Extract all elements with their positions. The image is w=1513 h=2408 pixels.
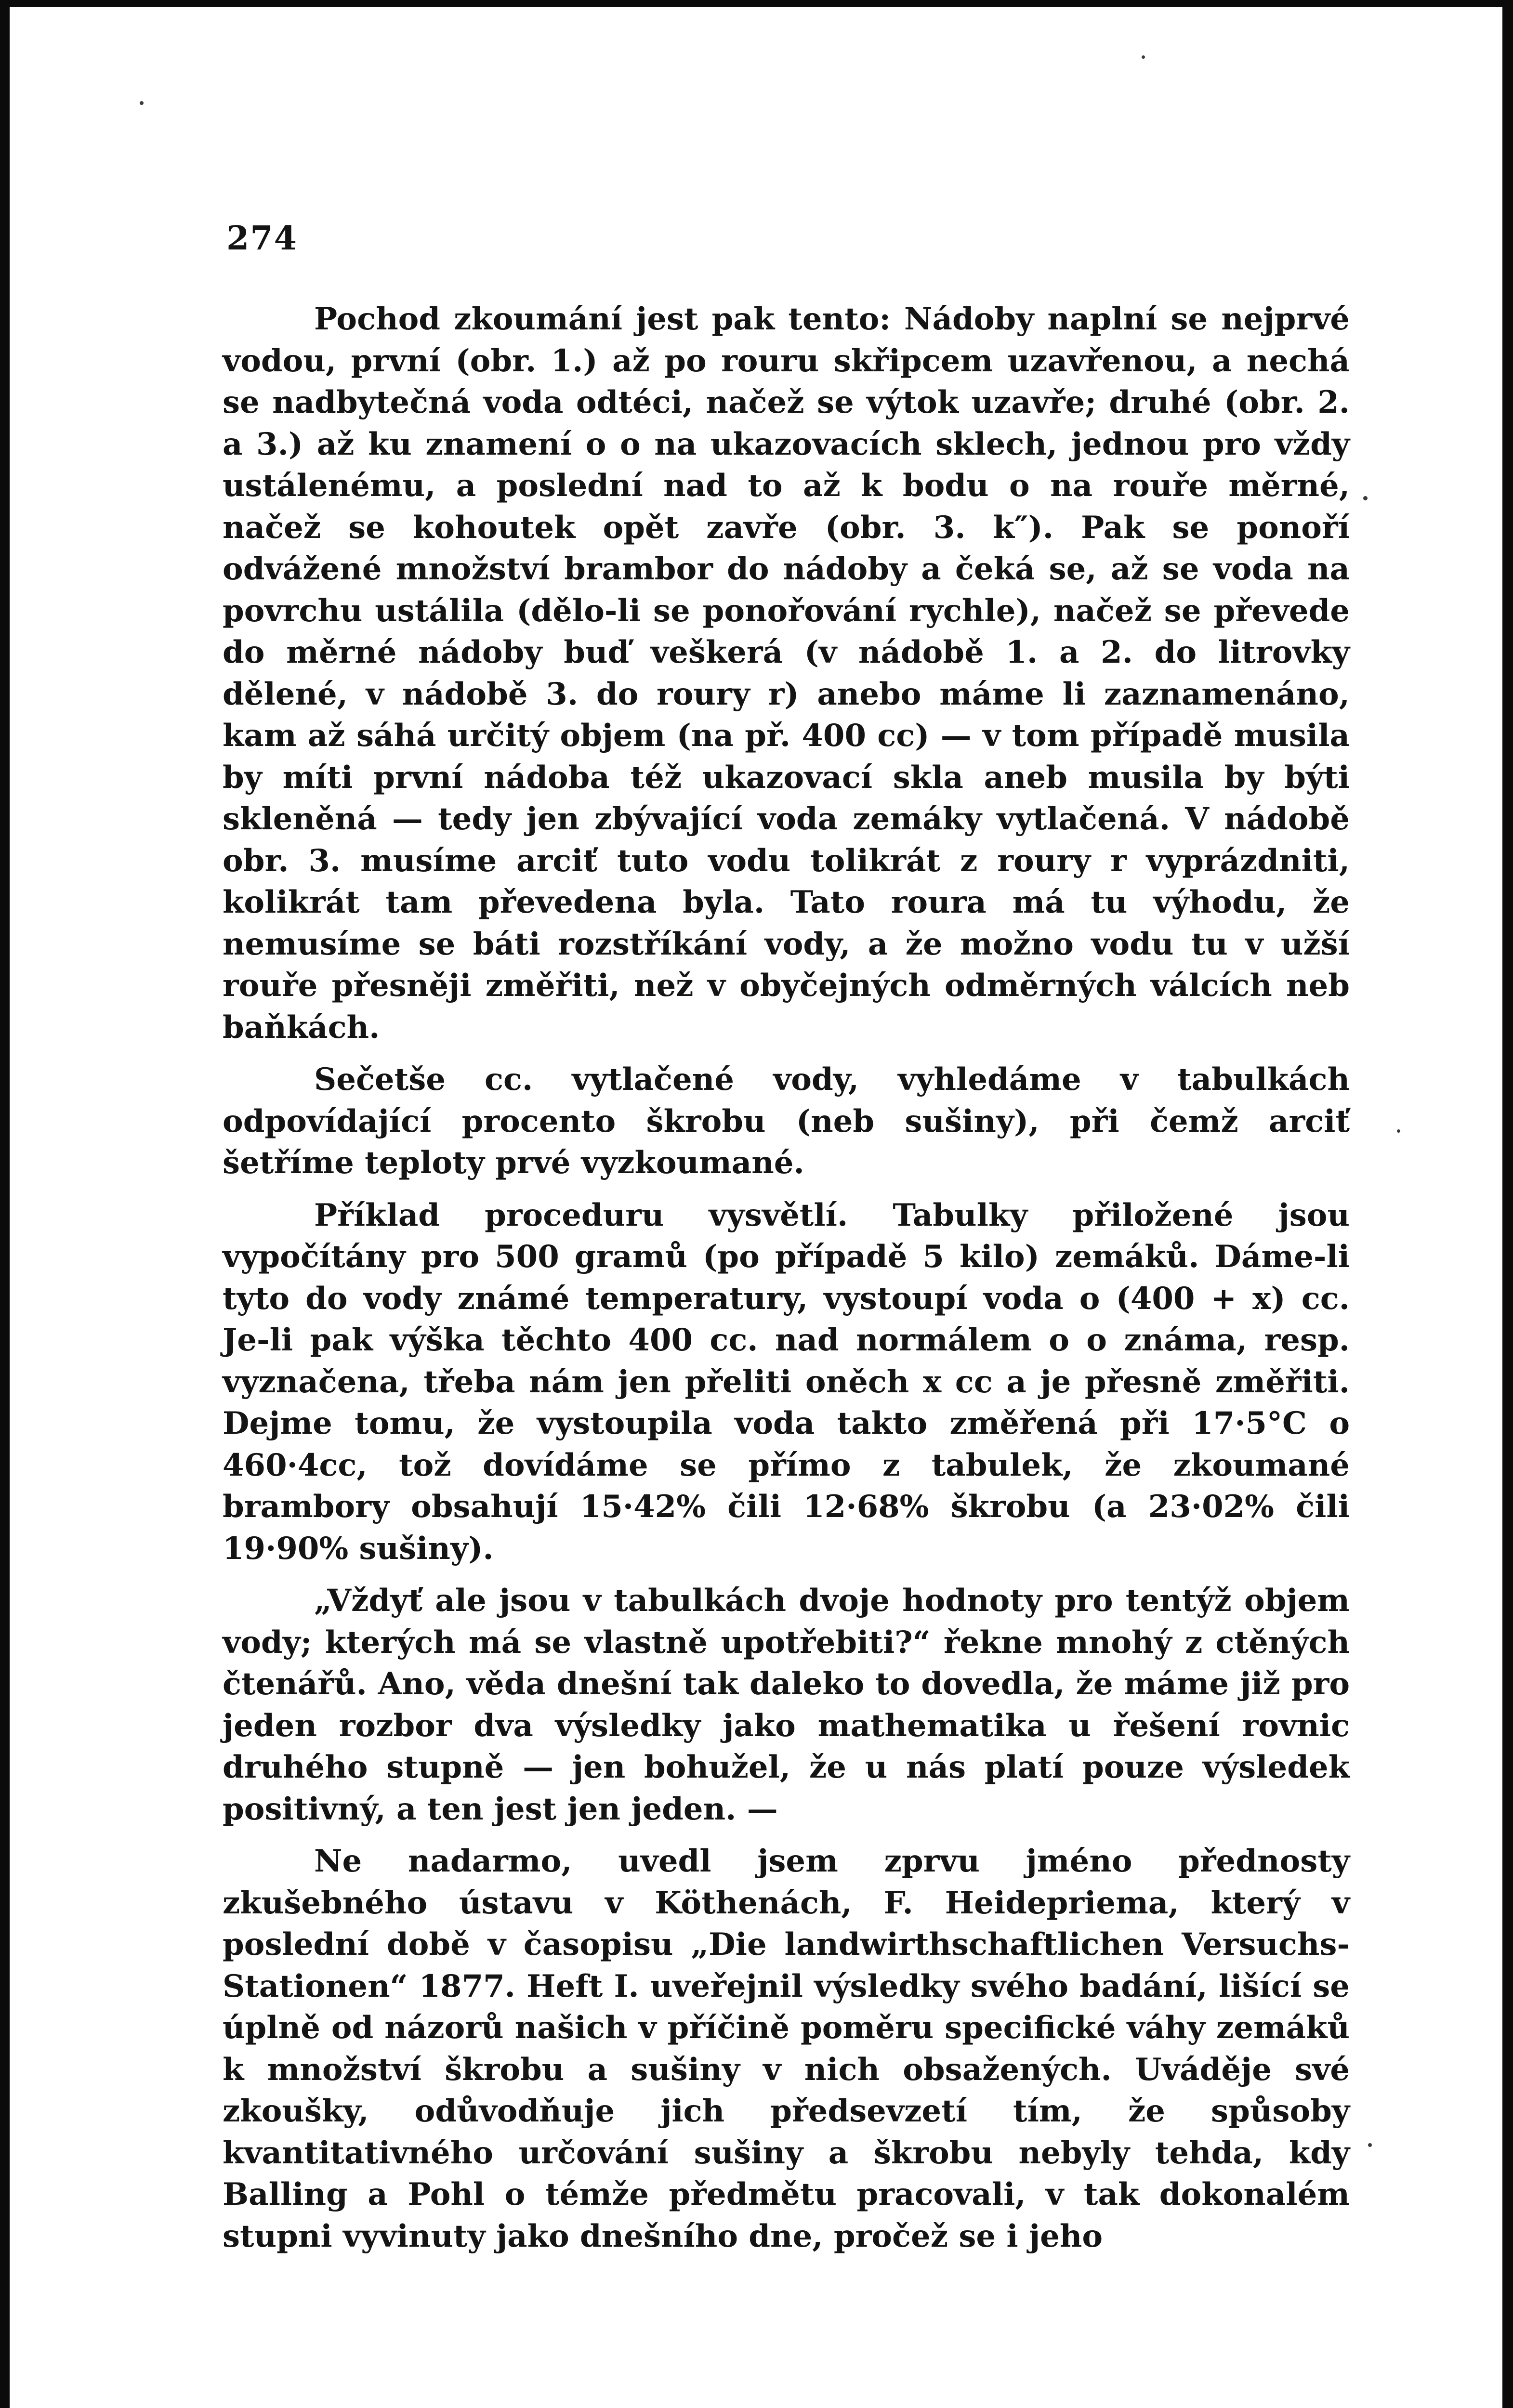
paragraph: Příklad proceduru vysvětlí. Tabulky přiložené jsou vypočítány pro 500 gramů (po případě 5 kilo) zemáků. Dáme-li tyto do vody známé temperatury, vystoupí voda o (400 + x) cc. Je-li pak výška těchto 400 cc. nad normálem o o známa, resp. vyznačena, třeba nám jen přeliti oněch x cc a je přesně změřiti. Dejme tomu, že vystoupila voda takto změřená při 17·5°C o 460·4cc, tož dovídáme se přímo z tabulek, že zkoumané brambory obsahují 15·42% čili 12·68% škrobu (a 23·02% čili 19·90% sušiny). [223, 1197, 1350, 1567]
paragraph: Ne nadarmo, uvedl jsem zprvu jméno přednosty zkušebného ústavu v Köthenách, F. Heidepriema, který v poslední době v časopisu „Die landwirthschaftlichen Versuchs-Stationen“ 1877. Heft I. uveřejnil výsledky svého badání, lišící se úplně od názorů našich v příčině poměru specifické váhy zemáků k množství škrobu a sušiny v nich obsažených. Uváděje své zkoušky, odůvodňuje jich předsevzetí tím, že spůsoby kvantitativného určování sušiny a škrobu nebyly tehda, kdy Balling a Pohl o témže předmětu pracovali, v tak dokonalém stupni vyvinuty jako dnešního dne, pročež se i jeho [223, 1843, 1350, 2254]
page-number: 274 [226, 219, 298, 258]
paragraph: Pochod zkoumání jest pak tento: Nádoby naplní se nejprvé vodou, první (obr. 1.) až po rouru skřipcem uzavřenou, a nechá se nadbytečná voda odtéci, načež se výtok uzavře; druhé (obr. 2. a 3.) až ku znamení o o na ukazovacích sklech, jednou pro vždy ustálenému, a poslední nad to až k bodu o na rouře měrné, načež se kohoutek opět zavře (obr. 3. k″). Pak se ponoří odvážené množství brambor do nádoby a čeká se, až se voda na povrchu ustálila (dělo-li se ponořování rychle), načež se převede do měrné nádoby buď veškerá (v nádobě 1. a 2. do litrovky dělené, v nádobě 3. do roury r) anebo máme li zaznamenáno, kam až sáhá určitý objem (na př. 400 cc) — v tom případě musila by míti první nádoba též ukazovací skla aneb musila by býti skleněná — tedy jen zbývající voda zemáky vytlačená. V nádobě obr. 3. musíme arciť tuto vodu tolikrát z roury r vyprázdniti, kolikrát tam převedena byla. Tato roura má tu výhodu, že nemusíme se báti rozstříkání vody, a že možno vodu tu v užší rouře přesněji změřiti, než v obyčejných odměrných válcích neb baňkách. [223, 301, 1350, 1046]
body-text [223, 299, 1350, 2257]
scan-speck [1368, 2143, 1372, 2147]
scan-speck [1397, 1129, 1400, 1133]
scan-border-right [1502, 0, 1513, 2408]
scan-border-left [0, 0, 10, 2408]
scan-speck [1142, 55, 1145, 59]
paragraph: „Vždyť ale jsou v tabulkách dvoje hodnoty pro tentýž objem vody; kterých má se vlastně upotřebiti?“ řekne mnohý z ctěných čtenářů. Ano, věda dnešní tak daleko to dovedla, že máme již pro jeden rozbor dva výsledky jako mathematika u řešení rovnic druhého stupně — jen bohužel, že u nás platí pouze výsledek positivný, a ten jest jen jeden. — [223, 1583, 1350, 1827]
scan-border-top [0, 0, 1513, 7]
scan-speck [140, 101, 144, 105]
scan-speck [1363, 496, 1368, 500]
paragraph: Sečetše cc. vytlačené vody, vyhledáme v tabulkách odpovídající procento škrobu (neb sušiny), při čemž arciť šetříme teploty prvé vyzkoumané. [223, 1061, 1350, 1181]
